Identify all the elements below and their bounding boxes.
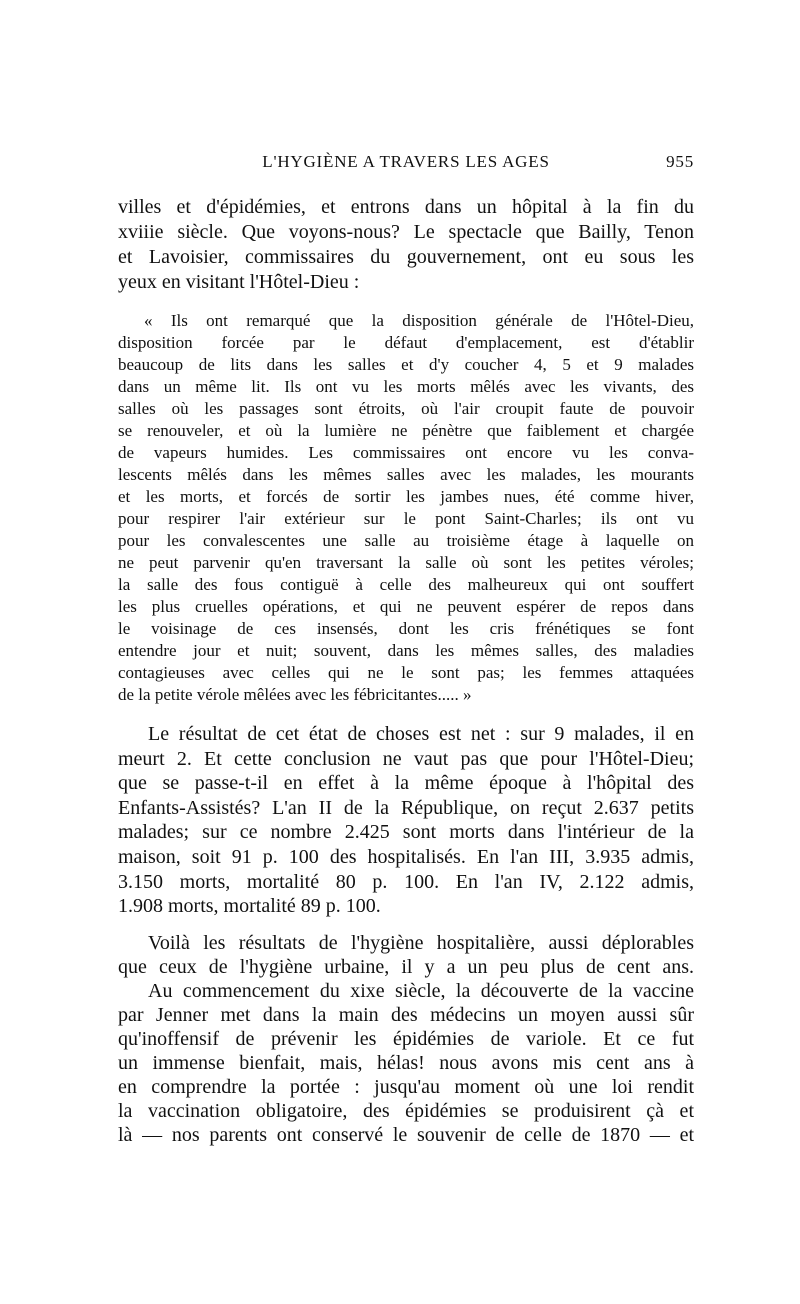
text-line: Voilà les résultats de l'hygiène hospitalière, aussi déplorables: [148, 931, 694, 954]
quote-line: et les morts, et forcés de sortir les jambes nues, été comme hiver,: [118, 487, 694, 506]
text-line: qu'inoffensif de prévenir les épidémies de variole. Et ce fut: [118, 1027, 694, 1050]
paragraph-opening: [118, 195, 694, 295]
text-line: 3.150 morts, mortalité 80 p. 100. En l'an IV, 2.122 admis,: [118, 870, 694, 893]
text-line: Enfants-Assistés? L'an II de la République, on reçut 2.637 petits: [118, 796, 694, 819]
paragraph-vaccination: [118, 931, 694, 1147]
text-line: en comprendre la portée : jusqu'au moment où une loi rendit: [118, 1075, 694, 1098]
text-line: malades; sur ce nombre 2.425 sont morts dans l'intérieur de la: [118, 821, 694, 844]
running-header: [118, 152, 694, 176]
quote-line: pour les convalescentes une salle au troisième étage à laquelle on: [118, 531, 694, 550]
quote-line: pour respirer l'air extérieur sur le pont Saint-Charles; ils ont vu: [118, 509, 694, 528]
quote-line: beaucoup de lits dans les salles et d'y coucher 4, 5 et 9 malades: [118, 355, 694, 374]
quote-line: la salle des fous contiguë à celle des malheureux qui ont souffert: [118, 575, 694, 594]
quote-line: salles où les passages sont étroits, où l'air croupit faute de pouvoir: [118, 399, 694, 418]
quote-line: « Ils ont remarqué que la disposition générale de l'Hôtel-Dieu,: [144, 311, 694, 330]
text-line: que se passe-t-il en effet à la même époque à l'hôpital des: [118, 772, 694, 795]
paragraph-results: [118, 722, 694, 919]
text-line: meurt 2. Et cette conclusion ne vaut pas que pour l'Hôtel-Dieu;: [118, 747, 694, 770]
quote-line: contagieuses avec celles qui ne le sont pas; les femmes attaquées: [118, 663, 694, 682]
text-line: et Lavoisier, commissaires du gouvernement, ont eu sous les: [118, 246, 694, 268]
quote-line: lescents mêlés dans les mêmes salles avec les malades, les mourants: [118, 465, 694, 484]
text-line: Au commencement du xixe siècle, la découverte de la vaccine: [148, 979, 694, 1002]
text-line: maison, soit 91 p. 100 des hospitalisés. En l'an III, 3.935 admis,: [118, 845, 694, 868]
quote-line: de vapeurs humides. Les commissaires ont encore vu les conva-: [118, 443, 694, 462]
quote-line: les plus cruelles opérations, et qui ne peuvent espérer de repos dans: [118, 597, 694, 616]
quote-line: disposition forcée par le défaut d'emplacement, est d'établir: [118, 333, 694, 352]
page-number: 955: [666, 152, 694, 171]
text-line: yeux en visitant l'Hôtel-Dieu :: [118, 271, 360, 293]
quote-line: dans un même lit. Ils ont vu les morts mêlés avec les vivants, des: [118, 377, 694, 396]
body-text: [118, 195, 694, 1147]
text-line: xviiie siècle. Que voyons-nous? Le spectacle que Bailly, Tenon: [118, 221, 694, 243]
running-title: L'HYGIÈNE A TRAVERS LES AGES: [262, 152, 550, 171]
text-line: la vaccination obligatoire, des épidémies se produisirent çà et: [118, 1099, 694, 1122]
text-line: un immense bienfait, mais, hélas! nous avons mis cent ans à: [118, 1051, 694, 1074]
quote-line: le voisinage de ces insensés, dont les cris frénétiques se font: [118, 619, 694, 638]
text-line: Le résultat de cet état de choses est net : sur 9 malades, il en: [148, 723, 694, 745]
quote-line: ne peut parvenir qu'en traversant la salle où sont les petites véroles;: [118, 553, 694, 572]
text-line: par Jenner met dans la main des médecins un moyen aussi sûr: [118, 1003, 694, 1026]
quote-line: entendre jour et nuit; souvent, dans les mêmes salles, des maladies: [118, 641, 694, 660]
text-line: là — nos parents ont conservé le souvenir de celle de 1870 — et: [118, 1123, 694, 1146]
text-line: villes et d'épidémies, et entrons dans un hôpital à la fin du: [118, 196, 694, 218]
quote-line: de la petite vérole mêlées avec les fébricitantes..... »: [118, 685, 472, 704]
text-line: 1.908 morts, mortalité 89 p. 100.: [118, 895, 381, 918]
text-line: que ceux de l'hygiène urbaine, il y a un peu plus de cent ans.: [118, 955, 694, 978]
block-quote: [118, 310, 694, 706]
quote-line: se renouveler, et où la lumière ne pénètre que faiblement et chargée: [118, 421, 694, 440]
